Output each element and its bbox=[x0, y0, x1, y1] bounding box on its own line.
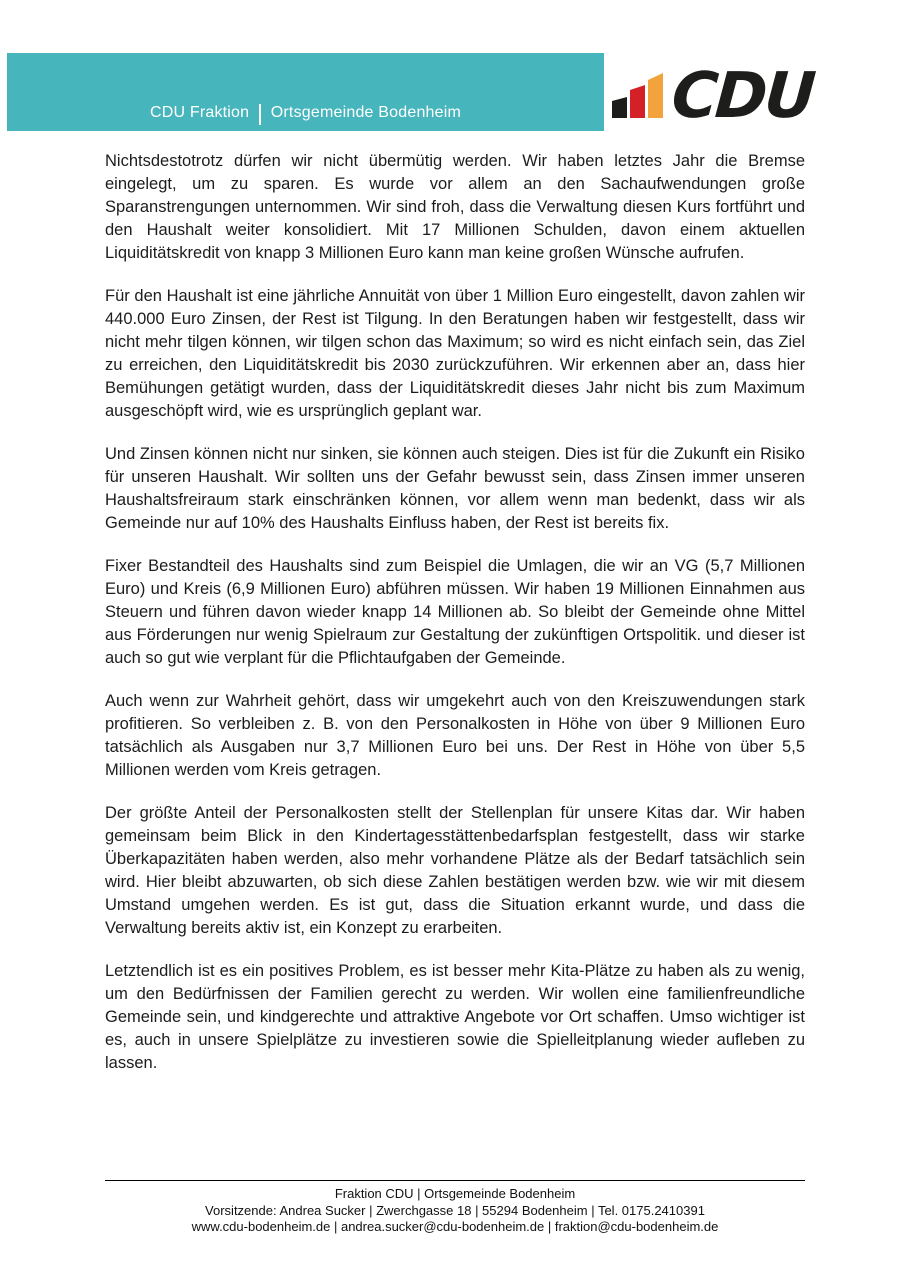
body-paragraph-1: Nichtsdestotrotz dürfen wir nicht übermütig werden. Wir haben letztes Jahr die Bremse eingelegt, um zu sparen. Es wurde vor allem an den Sachaufwendungen große Sparanstrengungen unternommen. Wir sind froh, dass die Verwaltung diesen Kurs fortführt und den Haushalt weiter konsolidiert. Mit 17 Millionen Schulden, davon einem aktuellen Liquiditätskredit von knapp 3 Millionen Euro kann man keine großen Wünsche aufrufen. bbox=[105, 152, 805, 262]
body-paragraph-7: Letztendlich ist es ein positives Problem, es ist besser mehr Kita-Plätze zu haben als zu wenig, um den Bedürfnissen der Familien gerecht zu werden. Wir wollen eine familienfreundliche Gemeinde sein, und kindgerechte und attraktive Angebote vor Ort schaffen. Umso wichtiger ist es, auch in unsere Spielplätze zu investieren sowie die Spielleitplanung wieder aufleben zu lassen. bbox=[105, 962, 805, 1072]
body-paragraph-4: Fixer Bestandteil des Haushalts sind zum Beispiel die Umlagen, die wir an VG (5,7 Millionen Euro) und Kreis (6,9 Millionen Euro) abführen müssen. Wir haben 19 Millionen Einnahmen aus Steuern und führen davon wieder knapp 14 Millionen ab. So bleibt der Gemeinde ohne Mittel aus Förderungen nur wenig Spielraum zur Gestaltung der zukünftigen Ortspolitik. und dieser ist auch so gut wie verplant für die Pflichtaufgaben der Gemeinde. bbox=[105, 557, 805, 667]
page-footer bbox=[105, 1180, 805, 1236]
body-paragraph-3: Und Zinsen können nicht nur sinken, sie können auch steigen. Dies ist für die Zukunft ein Risiko für unseren Haushalt. Wir sollten uns der Gefahr bewusst sein, dass Zinsen immer unseren Haushaltsfreiraum stark einschränken können, vor allem wenn man bedenkt, dass wir als Gemeinde nur auf 10% des Haushalts Einfluss haben, der Rest ist bereits fix. bbox=[105, 445, 805, 532]
footer-line-web-email: www.cdu-bodenheim.de | andrea.sucker@cdu-bodenheim.de | fraktion@cdu-bodenheim.de bbox=[191, 1219, 719, 1234]
body-paragraph-5: Auch wenn zur Wahrheit gehört, dass wir umgekehrt auch von den Kreiszuwendungen stark profitieren. So verbleiben z. B. von den Personalkosten in Höhe von über 9 Millionen Euro tatsächlich als Ausgaben nur 3,7 Millionen Euro bei uns. Der Rest in Höhe von über 5,5 Millionen werden vom Kreis getragen. bbox=[105, 692, 805, 779]
cdu-logo-wordmark: CDU bbox=[669, 59, 816, 132]
rising-bars-icon bbox=[612, 72, 666, 118]
banner-fraction-name: CDU Fraktion bbox=[149, 104, 250, 121]
footer-line-contact: Vorsitzende: Andrea Sucker | Zwerchgasse 18 | 55294 Bodenheim | Tel. 0175.2410391 bbox=[205, 1202, 705, 1218]
letter-body bbox=[105, 150, 805, 1095]
footer-divider-line bbox=[105, 1180, 805, 1181]
banner-divider bbox=[259, 104, 261, 125]
header-banner bbox=[7, 53, 604, 131]
body-paragraph-2: Für den Haushalt ist eine jährliche Annuität von über 1 Million Euro eingestellt, davon zahlen wir 440.000 Euro Zinsen, der Rest ist Tilgung. In den Beratungen haben wir festgestellt, dass wir nicht mehr tilgen können, wir tilgen schon das Maximum; so wird es nicht einfach sein, das Ziel zu erreichen, den Liquiditätskredit bis 2030 zurückzuführen. Wir erkennen aber an, dass hier Bemühungen getätigt wurden, dass der Liquiditätskredit dieses Jahr nicht bis zum Maximum ausgeschöpft wird, wie es ursprünglich geplant war. bbox=[105, 287, 805, 420]
cdu-logo bbox=[612, 59, 816, 132]
banner-municipality-name: Ortsgemeinde Bodenheim bbox=[270, 104, 462, 121]
body-paragraph-6: Der größte Anteil der Personalkosten stellt der Stellenplan für unsere Kitas dar. Wir haben gemeinsam beim Blick in den Kindertagesstättenbedarfsplan festgestellt, dass wir starke Überkapazitäten haben werden, also mehr vorhandene Plätze als der Bedarf tatsächlich sein wird. Hier bleibt abzuwarten, ob sich diese Zahlen bestätigen werden bzw. wie wir mit diesem Umstand umgehen werden. Es ist gut, dass die Situation erkannt wurde, und dass die Verwaltung bereits aktiv ist, ein Konzept zu erarbeiten. bbox=[105, 804, 805, 937]
footer-line-organization: Fraktion CDU | Ortsgemeinde Bodenheim bbox=[334, 1186, 576, 1201]
